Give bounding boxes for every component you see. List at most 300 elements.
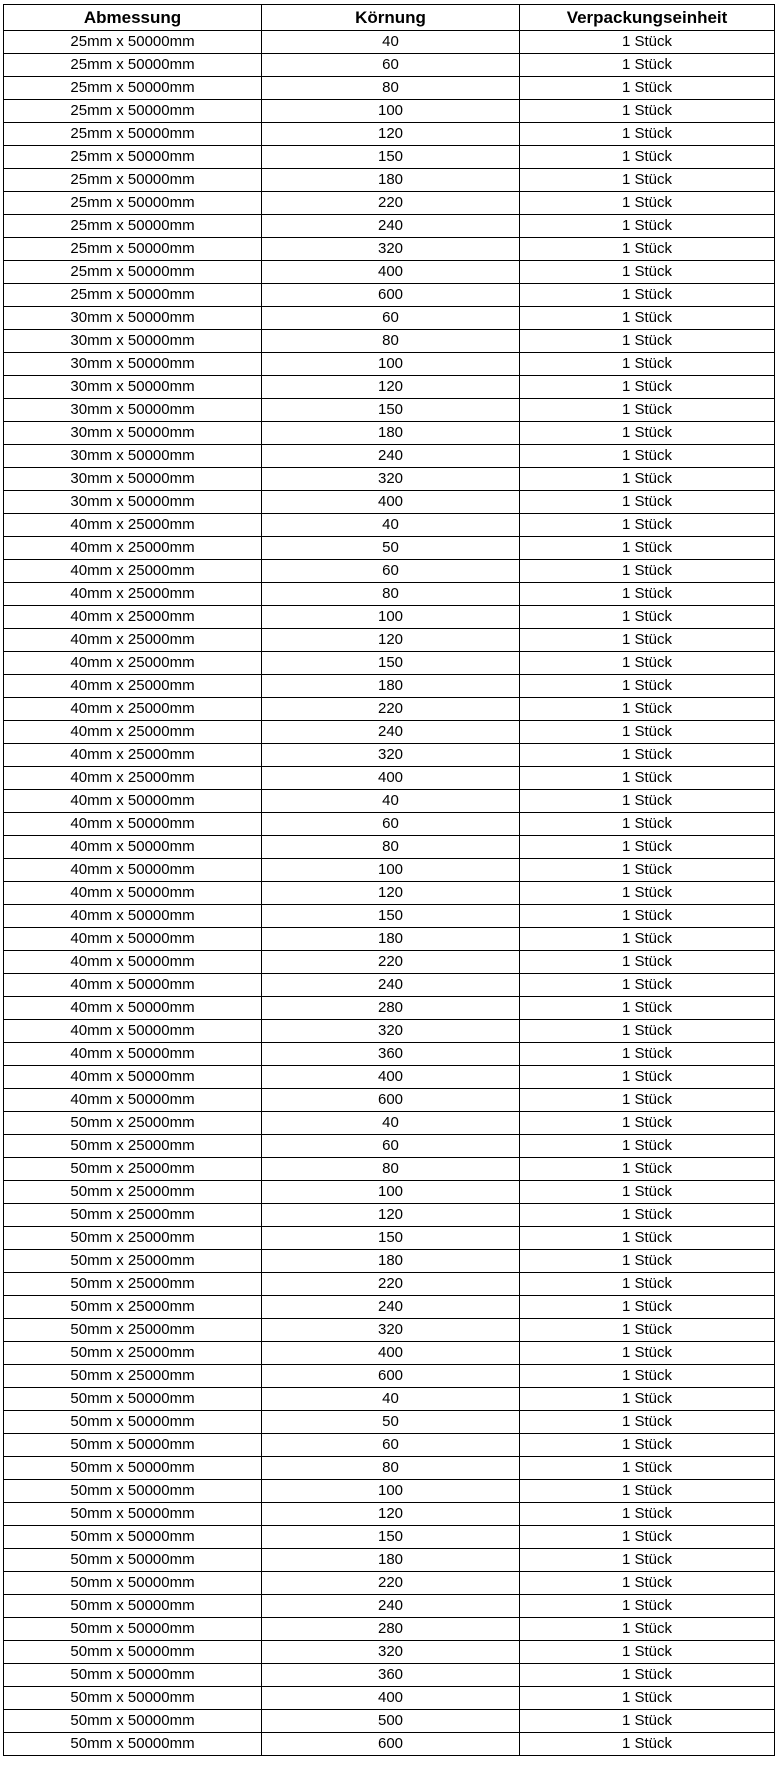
cell-koernung: 80	[262, 1457, 520, 1480]
cell-abmessung: 25mm x 50000mm	[4, 31, 262, 54]
cell-verpackungseinheit: 1 Stück	[520, 1687, 775, 1710]
cell-verpackungseinheit: 1 Stück	[520, 1181, 775, 1204]
cell-koernung: 50	[262, 1411, 520, 1434]
cell-verpackungseinheit: 1 Stück	[520, 882, 775, 905]
cell-koernung: 60	[262, 813, 520, 836]
table-row	[4, 744, 775, 767]
cell-abmessung: 40mm x 25000mm	[4, 698, 262, 721]
table-row	[4, 1112, 775, 1135]
table-row	[4, 951, 775, 974]
cell-verpackungseinheit: 1 Stück	[520, 859, 775, 882]
table-row	[4, 859, 775, 882]
cell-koernung: 60	[262, 307, 520, 330]
cell-koernung: 320	[262, 1319, 520, 1342]
cell-abmessung: 50mm x 25000mm	[4, 1296, 262, 1319]
table-row	[4, 169, 775, 192]
cell-koernung: 80	[262, 1158, 520, 1181]
cell-abmessung: 25mm x 50000mm	[4, 238, 262, 261]
cell-abmessung: 50mm x 50000mm	[4, 1733, 262, 1756]
table-row	[4, 1089, 775, 1112]
cell-abmessung: 40mm x 25000mm	[4, 560, 262, 583]
cell-abmessung: 50mm x 50000mm	[4, 1664, 262, 1687]
table-row	[4, 1227, 775, 1250]
table-row	[4, 1066, 775, 1089]
cell-koernung: 600	[262, 1089, 520, 1112]
cell-koernung: 40	[262, 790, 520, 813]
cell-verpackungseinheit: 1 Stück	[520, 606, 775, 629]
cell-koernung: 150	[262, 905, 520, 928]
cell-abmessung: 50mm x 50000mm	[4, 1480, 262, 1503]
cell-abmessung: 50mm x 50000mm	[4, 1618, 262, 1641]
table-row	[4, 1043, 775, 1066]
cell-verpackungseinheit: 1 Stück	[520, 31, 775, 54]
cell-koernung: 40	[262, 31, 520, 54]
table-row	[4, 1526, 775, 1549]
cell-koernung: 240	[262, 721, 520, 744]
cell-abmessung: 30mm x 50000mm	[4, 376, 262, 399]
cell-verpackungseinheit: 1 Stück	[520, 1158, 775, 1181]
table-row	[4, 1503, 775, 1526]
cell-verpackungseinheit: 1 Stück	[520, 560, 775, 583]
cell-koernung: 320	[262, 468, 520, 491]
cell-verpackungseinheit: 1 Stück	[520, 1227, 775, 1250]
cell-koernung: 100	[262, 859, 520, 882]
cell-abmessung: 40mm x 25000mm	[4, 514, 262, 537]
cell-abmessung: 30mm x 50000mm	[4, 330, 262, 353]
cell-verpackungseinheit: 1 Stück	[520, 238, 775, 261]
table-row	[4, 1342, 775, 1365]
table-row	[4, 1204, 775, 1227]
table-row	[4, 77, 775, 100]
cell-koernung: 120	[262, 376, 520, 399]
cell-koernung: 40	[262, 1388, 520, 1411]
cell-verpackungseinheit: 1 Stück	[520, 652, 775, 675]
cell-abmessung: 25mm x 50000mm	[4, 284, 262, 307]
cell-koernung: 80	[262, 583, 520, 606]
cell-verpackungseinheit: 1 Stück	[520, 146, 775, 169]
cell-verpackungseinheit: 1 Stück	[520, 1710, 775, 1733]
cell-abmessung: 50mm x 50000mm	[4, 1503, 262, 1526]
cell-koernung: 220	[262, 1572, 520, 1595]
cell-koernung: 220	[262, 1273, 520, 1296]
table-row	[4, 698, 775, 721]
cell-koernung: 360	[262, 1664, 520, 1687]
cell-koernung: 150	[262, 146, 520, 169]
table-row	[4, 261, 775, 284]
table-row	[4, 1158, 775, 1181]
cell-verpackungseinheit: 1 Stück	[520, 261, 775, 284]
cell-verpackungseinheit: 1 Stück	[520, 1733, 775, 1756]
cell-abmessung: 50mm x 50000mm	[4, 1411, 262, 1434]
table-row	[4, 1411, 775, 1434]
cell-koernung: 180	[262, 1549, 520, 1572]
cell-abmessung: 40mm x 25000mm	[4, 744, 262, 767]
cell-abmessung: 40mm x 25000mm	[4, 629, 262, 652]
cell-koernung: 400	[262, 1687, 520, 1710]
cell-koernung: 280	[262, 997, 520, 1020]
cell-koernung: 180	[262, 928, 520, 951]
cell-koernung: 150	[262, 652, 520, 675]
table-row	[4, 468, 775, 491]
table-row	[4, 376, 775, 399]
cell-koernung: 100	[262, 100, 520, 123]
table-row	[4, 583, 775, 606]
cell-abmessung: 50mm x 25000mm	[4, 1342, 262, 1365]
cell-abmessung: 50mm x 50000mm	[4, 1595, 262, 1618]
cell-verpackungseinheit: 1 Stück	[520, 951, 775, 974]
table-row	[4, 1710, 775, 1733]
cell-abmessung: 50mm x 25000mm	[4, 1181, 262, 1204]
cell-koernung: 100	[262, 606, 520, 629]
cell-verpackungseinheit: 1 Stück	[520, 744, 775, 767]
cell-koernung: 600	[262, 284, 520, 307]
cell-koernung: 280	[262, 1618, 520, 1641]
table-row	[4, 353, 775, 376]
table-row	[4, 514, 775, 537]
cell-koernung: 60	[262, 560, 520, 583]
table-row	[4, 1273, 775, 1296]
header-abmessung: Abmessung	[4, 5, 262, 31]
table-row	[4, 330, 775, 353]
cell-koernung: 80	[262, 77, 520, 100]
cell-koernung: 40	[262, 514, 520, 537]
cell-verpackungseinheit: 1 Stück	[520, 1204, 775, 1227]
cell-abmessung: 40mm x 50000mm	[4, 836, 262, 859]
table-row	[4, 54, 775, 77]
header-koernung: Körnung	[262, 5, 520, 31]
cell-koernung: 150	[262, 1227, 520, 1250]
cell-abmessung: 50mm x 25000mm	[4, 1112, 262, 1135]
cell-verpackungseinheit: 1 Stück	[520, 491, 775, 514]
cell-verpackungseinheit: 1 Stück	[520, 100, 775, 123]
cell-verpackungseinheit: 1 Stück	[520, 537, 775, 560]
cell-koernung: 400	[262, 261, 520, 284]
cell-koernung: 400	[262, 1342, 520, 1365]
cell-koernung: 220	[262, 192, 520, 215]
cell-verpackungseinheit: 1 Stück	[520, 123, 775, 146]
table-row	[4, 1733, 775, 1756]
cell-verpackungseinheit: 1 Stück	[520, 215, 775, 238]
cell-verpackungseinheit: 1 Stück	[520, 1043, 775, 1066]
cell-abmessung: 25mm x 50000mm	[4, 192, 262, 215]
cell-verpackungseinheit: 1 Stück	[520, 353, 775, 376]
table-row	[4, 1365, 775, 1388]
cell-verpackungseinheit: 1 Stück	[520, 1549, 775, 1572]
cell-koernung: 80	[262, 836, 520, 859]
cell-koernung: 180	[262, 1250, 520, 1273]
table-row	[4, 836, 775, 859]
cell-abmessung: 50mm x 50000mm	[4, 1457, 262, 1480]
cell-verpackungseinheit: 1 Stück	[520, 376, 775, 399]
table-row	[4, 721, 775, 744]
cell-koernung: 320	[262, 744, 520, 767]
table-row	[4, 1664, 775, 1687]
cell-koernung: 400	[262, 1066, 520, 1089]
cell-verpackungseinheit: 1 Stück	[520, 307, 775, 330]
cell-koernung: 240	[262, 974, 520, 997]
cell-verpackungseinheit: 1 Stück	[520, 1388, 775, 1411]
cell-abmessung: 25mm x 50000mm	[4, 146, 262, 169]
table-row	[4, 767, 775, 790]
cell-koernung: 60	[262, 54, 520, 77]
table-header	[4, 5, 775, 31]
cell-koernung: 120	[262, 1204, 520, 1227]
table-row	[4, 652, 775, 675]
cell-abmessung: 40mm x 50000mm	[4, 951, 262, 974]
cell-koernung: 60	[262, 1434, 520, 1457]
cell-koernung: 240	[262, 1595, 520, 1618]
cell-abmessung: 50mm x 25000mm	[4, 1273, 262, 1296]
cell-verpackungseinheit: 1 Stück	[520, 1503, 775, 1526]
table-row	[4, 399, 775, 422]
cell-verpackungseinheit: 1 Stück	[520, 1618, 775, 1641]
cell-verpackungseinheit: 1 Stück	[520, 284, 775, 307]
table-row	[4, 422, 775, 445]
cell-abmessung: 50mm x 50000mm	[4, 1549, 262, 1572]
cell-koernung: 400	[262, 767, 520, 790]
cell-verpackungseinheit: 1 Stück	[520, 1112, 775, 1135]
header-verpackungseinheit: Verpackungseinheit	[520, 5, 775, 31]
table-row	[4, 1250, 775, 1273]
cell-verpackungseinheit: 1 Stück	[520, 767, 775, 790]
cell-verpackungseinheit: 1 Stück	[520, 192, 775, 215]
cell-abmessung: 50mm x 25000mm	[4, 1158, 262, 1181]
cell-abmessung: 50mm x 50000mm	[4, 1526, 262, 1549]
table-row	[4, 1319, 775, 1342]
cell-abmessung: 40mm x 50000mm	[4, 905, 262, 928]
table-row	[4, 100, 775, 123]
table-row	[4, 215, 775, 238]
cell-abmessung: 30mm x 50000mm	[4, 491, 262, 514]
table-row	[4, 675, 775, 698]
cell-koernung: 360	[262, 1043, 520, 1066]
cell-koernung: 220	[262, 951, 520, 974]
table-row	[4, 537, 775, 560]
table-row	[4, 905, 775, 928]
table-row	[4, 1618, 775, 1641]
cell-koernung: 240	[262, 215, 520, 238]
cell-koernung: 180	[262, 422, 520, 445]
cell-abmessung: 40mm x 50000mm	[4, 882, 262, 905]
table-row	[4, 560, 775, 583]
table-row	[4, 1572, 775, 1595]
cell-verpackungseinheit: 1 Stück	[520, 1342, 775, 1365]
cell-abmessung: 25mm x 50000mm	[4, 215, 262, 238]
table-row	[4, 146, 775, 169]
cell-abmessung: 40mm x 25000mm	[4, 606, 262, 629]
cell-abmessung: 50mm x 50000mm	[4, 1687, 262, 1710]
cell-verpackungseinheit: 1 Stück	[520, 1250, 775, 1273]
cell-koernung: 120	[262, 123, 520, 146]
cell-abmessung: 30mm x 50000mm	[4, 422, 262, 445]
cell-abmessung: 40mm x 50000mm	[4, 1089, 262, 1112]
cell-koernung: 80	[262, 330, 520, 353]
table-row	[4, 1434, 775, 1457]
cell-koernung: 400	[262, 491, 520, 514]
cell-abmessung: 40mm x 50000mm	[4, 790, 262, 813]
table-row	[4, 1135, 775, 1158]
cell-verpackungseinheit: 1 Stück	[520, 813, 775, 836]
cell-verpackungseinheit: 1 Stück	[520, 1664, 775, 1687]
table-row	[4, 1480, 775, 1503]
cell-verpackungseinheit: 1 Stück	[520, 422, 775, 445]
cell-verpackungseinheit: 1 Stück	[520, 974, 775, 997]
table-row	[4, 238, 775, 261]
cell-koernung: 120	[262, 629, 520, 652]
cell-verpackungseinheit: 1 Stück	[520, 169, 775, 192]
cell-koernung: 180	[262, 169, 520, 192]
cell-abmessung: 25mm x 50000mm	[4, 169, 262, 192]
cell-abmessung: 50mm x 50000mm	[4, 1572, 262, 1595]
cell-abmessung: 40mm x 50000mm	[4, 1043, 262, 1066]
cell-verpackungseinheit: 1 Stück	[520, 1135, 775, 1158]
cell-verpackungseinheit: 1 Stück	[520, 399, 775, 422]
table-row	[4, 882, 775, 905]
cell-verpackungseinheit: 1 Stück	[520, 1411, 775, 1434]
table-row	[4, 1549, 775, 1572]
cell-verpackungseinheit: 1 Stück	[520, 1572, 775, 1595]
cell-koernung: 100	[262, 1181, 520, 1204]
table-row	[4, 1595, 775, 1618]
cell-verpackungseinheit: 1 Stück	[520, 1595, 775, 1618]
cell-verpackungseinheit: 1 Stück	[520, 997, 775, 1020]
cell-koernung: 240	[262, 1296, 520, 1319]
cell-koernung: 180	[262, 675, 520, 698]
cell-verpackungseinheit: 1 Stück	[520, 1434, 775, 1457]
cell-verpackungseinheit: 1 Stück	[520, 1066, 775, 1089]
cell-abmessung: 40mm x 25000mm	[4, 537, 262, 560]
table-row	[4, 123, 775, 146]
product-table	[3, 4, 775, 1756]
cell-abmessung: 25mm x 50000mm	[4, 100, 262, 123]
table-row	[4, 1641, 775, 1664]
cell-verpackungseinheit: 1 Stück	[520, 54, 775, 77]
cell-abmessung: 50mm x 25000mm	[4, 1365, 262, 1388]
cell-abmessung: 30mm x 50000mm	[4, 353, 262, 376]
cell-koernung: 600	[262, 1733, 520, 1756]
table-row	[4, 1457, 775, 1480]
cell-koernung: 150	[262, 1526, 520, 1549]
cell-abmessung: 50mm x 25000mm	[4, 1204, 262, 1227]
cell-koernung: 150	[262, 399, 520, 422]
table-row	[4, 491, 775, 514]
cell-abmessung: 40mm x 50000mm	[4, 974, 262, 997]
cell-abmessung: 50mm x 25000mm	[4, 1319, 262, 1342]
cell-koernung: 100	[262, 353, 520, 376]
cell-abmessung: 40mm x 25000mm	[4, 767, 262, 790]
cell-verpackungseinheit: 1 Stück	[520, 629, 775, 652]
cell-abmessung: 30mm x 50000mm	[4, 468, 262, 491]
cell-abmessung: 40mm x 50000mm	[4, 1066, 262, 1089]
cell-koernung: 60	[262, 1135, 520, 1158]
cell-verpackungseinheit: 1 Stück	[520, 1089, 775, 1112]
cell-koernung: 220	[262, 698, 520, 721]
cell-verpackungseinheit: 1 Stück	[520, 721, 775, 744]
cell-abmessung: 25mm x 50000mm	[4, 77, 262, 100]
cell-abmessung: 40mm x 25000mm	[4, 721, 262, 744]
cell-koernung: 40	[262, 1112, 520, 1135]
cell-abmessung: 25mm x 50000mm	[4, 123, 262, 146]
cell-abmessung: 25mm x 50000mm	[4, 54, 262, 77]
cell-koernung: 240	[262, 445, 520, 468]
cell-abmessung: 50mm x 50000mm	[4, 1388, 262, 1411]
cell-abmessung: 50mm x 50000mm	[4, 1710, 262, 1733]
cell-verpackungseinheit: 1 Stück	[520, 928, 775, 951]
cell-abmessung: 40mm x 50000mm	[4, 928, 262, 951]
cell-koernung: 50	[262, 537, 520, 560]
cell-abmessung: 40mm x 50000mm	[4, 859, 262, 882]
cell-abmessung: 30mm x 50000mm	[4, 399, 262, 422]
cell-verpackungseinheit: 1 Stück	[520, 698, 775, 721]
cell-koernung: 320	[262, 1641, 520, 1664]
table-row	[4, 1296, 775, 1319]
cell-abmessung: 40mm x 25000mm	[4, 675, 262, 698]
cell-abmessung: 40mm x 25000mm	[4, 583, 262, 606]
table-row	[4, 1388, 775, 1411]
cell-abmessung: 50mm x 25000mm	[4, 1227, 262, 1250]
cell-verpackungseinheit: 1 Stück	[520, 1319, 775, 1342]
table-row	[4, 307, 775, 330]
cell-verpackungseinheit: 1 Stück	[520, 514, 775, 537]
table-row	[4, 31, 775, 54]
table-row	[4, 192, 775, 215]
cell-verpackungseinheit: 1 Stück	[520, 790, 775, 813]
cell-koernung: 500	[262, 1710, 520, 1733]
table-row	[4, 974, 775, 997]
cell-abmessung: 50mm x 25000mm	[4, 1250, 262, 1273]
cell-verpackungseinheit: 1 Stück	[520, 675, 775, 698]
table-row	[4, 1181, 775, 1204]
cell-verpackungseinheit: 1 Stück	[520, 1296, 775, 1319]
table-row	[4, 928, 775, 951]
cell-abmessung: 25mm x 50000mm	[4, 261, 262, 284]
cell-verpackungseinheit: 1 Stück	[520, 1457, 775, 1480]
table-body	[4, 31, 775, 1756]
cell-verpackungseinheit: 1 Stück	[520, 905, 775, 928]
cell-verpackungseinheit: 1 Stück	[520, 1641, 775, 1664]
cell-verpackungseinheit: 1 Stück	[520, 77, 775, 100]
cell-abmessung: 50mm x 50000mm	[4, 1434, 262, 1457]
cell-verpackungseinheit: 1 Stück	[520, 583, 775, 606]
cell-verpackungseinheit: 1 Stück	[520, 468, 775, 491]
cell-abmessung: 30mm x 50000mm	[4, 307, 262, 330]
cell-abmessung: 40mm x 50000mm	[4, 813, 262, 836]
cell-verpackungseinheit: 1 Stück	[520, 1020, 775, 1043]
table-row	[4, 813, 775, 836]
cell-koernung: 120	[262, 882, 520, 905]
cell-verpackungseinheit: 1 Stück	[520, 330, 775, 353]
cell-verpackungseinheit: 1 Stück	[520, 445, 775, 468]
cell-koernung: 120	[262, 1503, 520, 1526]
table-row	[4, 1020, 775, 1043]
table-row	[4, 606, 775, 629]
cell-verpackungseinheit: 1 Stück	[520, 836, 775, 859]
cell-verpackungseinheit: 1 Stück	[520, 1526, 775, 1549]
table-row	[4, 284, 775, 307]
table-row	[4, 629, 775, 652]
cell-koernung: 320	[262, 238, 520, 261]
cell-abmessung: 50mm x 50000mm	[4, 1641, 262, 1664]
cell-koernung: 600	[262, 1365, 520, 1388]
cell-verpackungseinheit: 1 Stück	[520, 1480, 775, 1503]
cell-verpackungseinheit: 1 Stück	[520, 1273, 775, 1296]
cell-abmessung: 40mm x 50000mm	[4, 1020, 262, 1043]
table-row	[4, 790, 775, 813]
table-row	[4, 997, 775, 1020]
cell-verpackungseinheit: 1 Stück	[520, 1365, 775, 1388]
table-row	[4, 1687, 775, 1710]
cell-abmessung: 50mm x 25000mm	[4, 1135, 262, 1158]
